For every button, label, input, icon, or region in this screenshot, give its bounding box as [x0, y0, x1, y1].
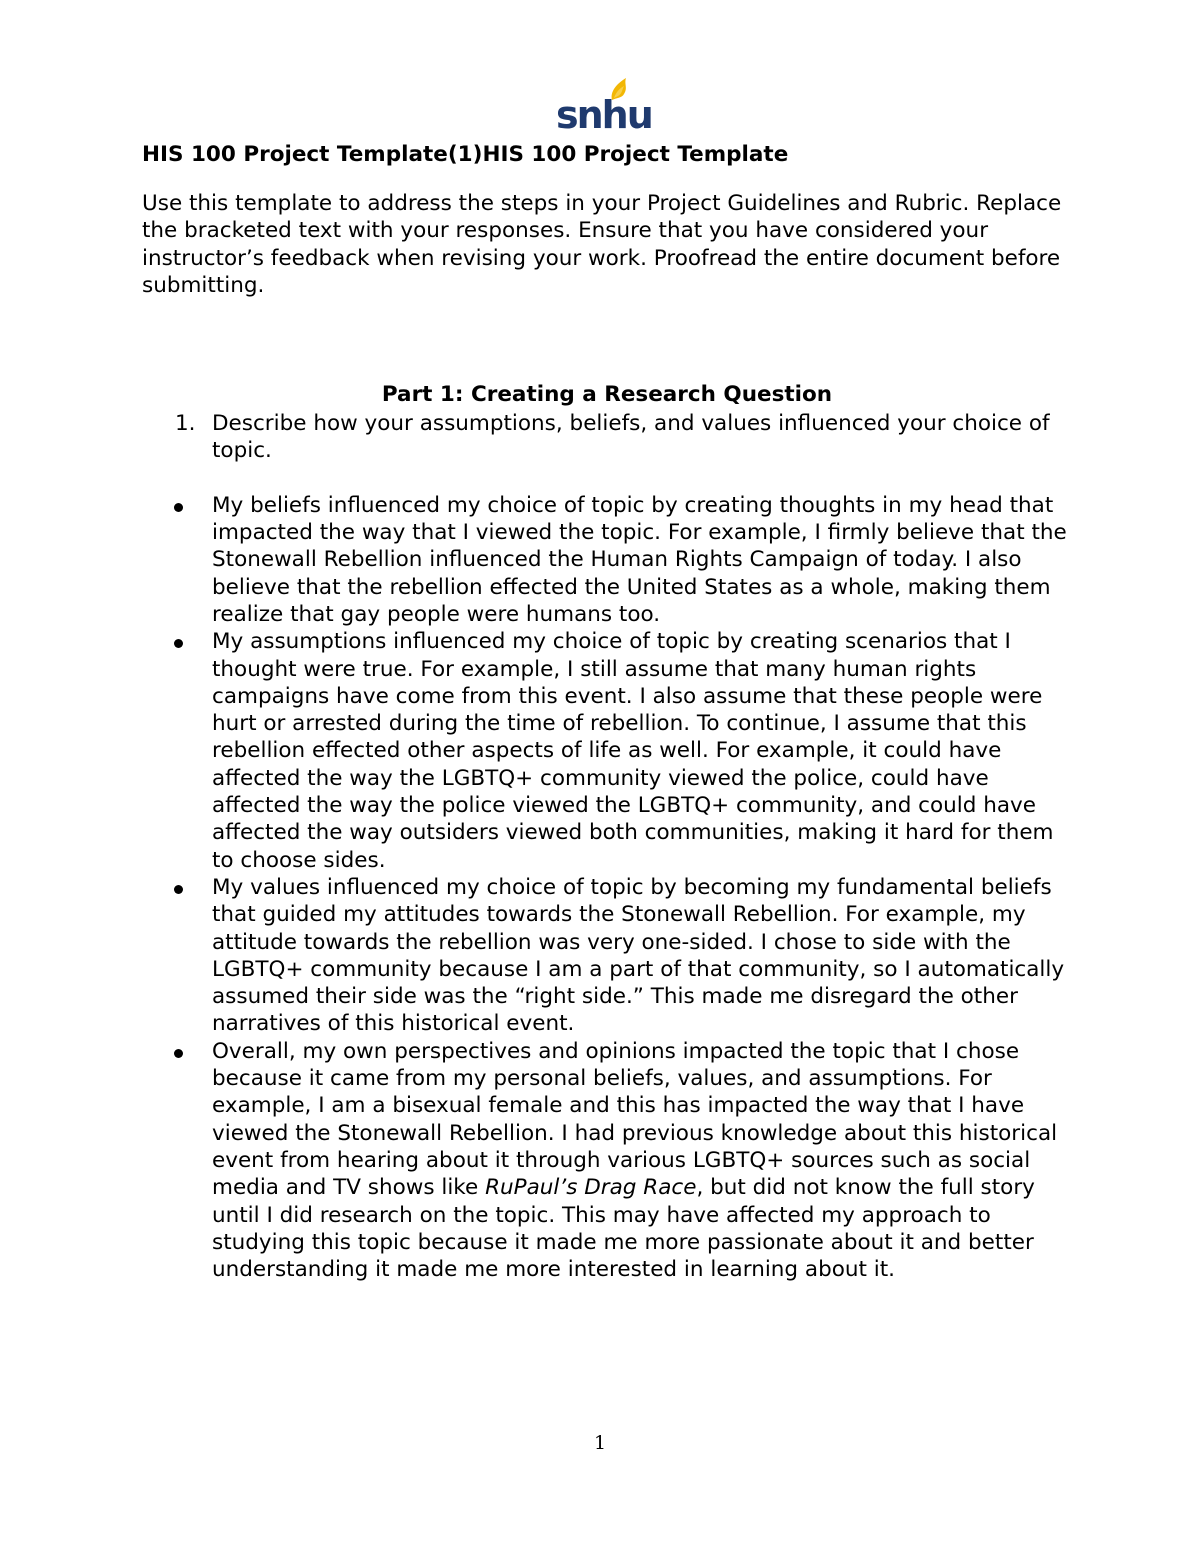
document-title: HIS 100 Project Template(1)HIS 100 Project Template [142, 142, 789, 167]
question-item [142, 410, 1072, 465]
snhu-logo [554, 74, 652, 137]
bullet-icon [174, 885, 183, 894]
bullet-icon [174, 1049, 183, 1058]
answer-bullet-assumptions [142, 628, 1072, 874]
bullet-text: My values influenced my choice of topic by becoming my fundamental beliefs that guided my attitudes towards the Stonewall Rebellion. For example, my attitude towards the rebellion was very one-sided. I chose to side with the LGBTQ+ community because I am a part of that community, so I automatically assumed their side was the “right side.” This made me disregard the other narratives of this historical event. [212, 874, 1065, 1037]
answer-bullet-values [142, 874, 1072, 1038]
question-list [142, 410, 1072, 465]
part-heading: Part 1: Creating a Research Question [381, 382, 833, 408]
logo-text: snhu [556, 93, 652, 137]
answer-bullet-overall [142, 1038, 1072, 1284]
bullet-icon [174, 503, 183, 512]
intro-paragraph: Use this template to address the steps in your Project Guidelines and Rubric. Replace the bracketed text with your responses. Ensure that you have considered your instructor’s feedback when revising your work. Proofread the entire document before submitting. [142, 191, 1062, 298]
bullet-text-after: , but did not know the full story until I did research on the topic. This may have affected my approach to studying this topic because it made me more passionate about it and better understanding it made me more interested in learning about it. [212, 1175, 1035, 1283]
question-number: 1. [175, 411, 196, 437]
bullet-text: My assumptions influenced my choice of topic by creating scenarios that I thought were true. For example, I still assume that many human rights campaigns have come from this event. I also assume that these people were hurt or arrested during the time of rebellion. To continue, I assume that this rebellion effected other aspects of life as well. For example, it could have affected the way the LGBTQ+ community viewed the police, could have affected the way the police viewed the LGBTQ+ community, and could have affected the way outsiders viewed both communities, making it hard for them to choose sides. [212, 629, 1054, 873]
flame-icon [554, 74, 652, 137]
bullet-text-before: Overall, my own perspectives and opinions impacted the topic that I chose because it came from my personal beliefs, values, and assumptions. For example, I am a bisexual female and this has impacted the way that I have viewed the Stonewall Rebellion. I had previous knowledge about this historical event from hearing about it through various LGBTQ+ sources such as social media and TV shows like [212, 1038, 1058, 1201]
page-number: 1 [593, 1432, 607, 1454]
document-body [142, 140, 1072, 1283]
show-title: RuPaul’s Drag Race [485, 1175, 697, 1201]
bullet-text: My beliefs influenced my choice of topic by creating thoughts in my head that impacted the way that I viewed the topic. For example, I firmly believe that the Stonewall Rebellion influenced the Human Rights Campaign of today. I also believe that the rebellion effected the United States as a whole, making them realize that gay people were humans too. [212, 492, 1067, 627]
answer-bullet-list [142, 492, 1072, 1284]
question-text: Describe how your assumptions, beliefs, and values influenced your choice of topic. [212, 411, 1050, 464]
bullet-icon [174, 639, 183, 648]
answer-bullet-beliefs [142, 492, 1072, 628]
